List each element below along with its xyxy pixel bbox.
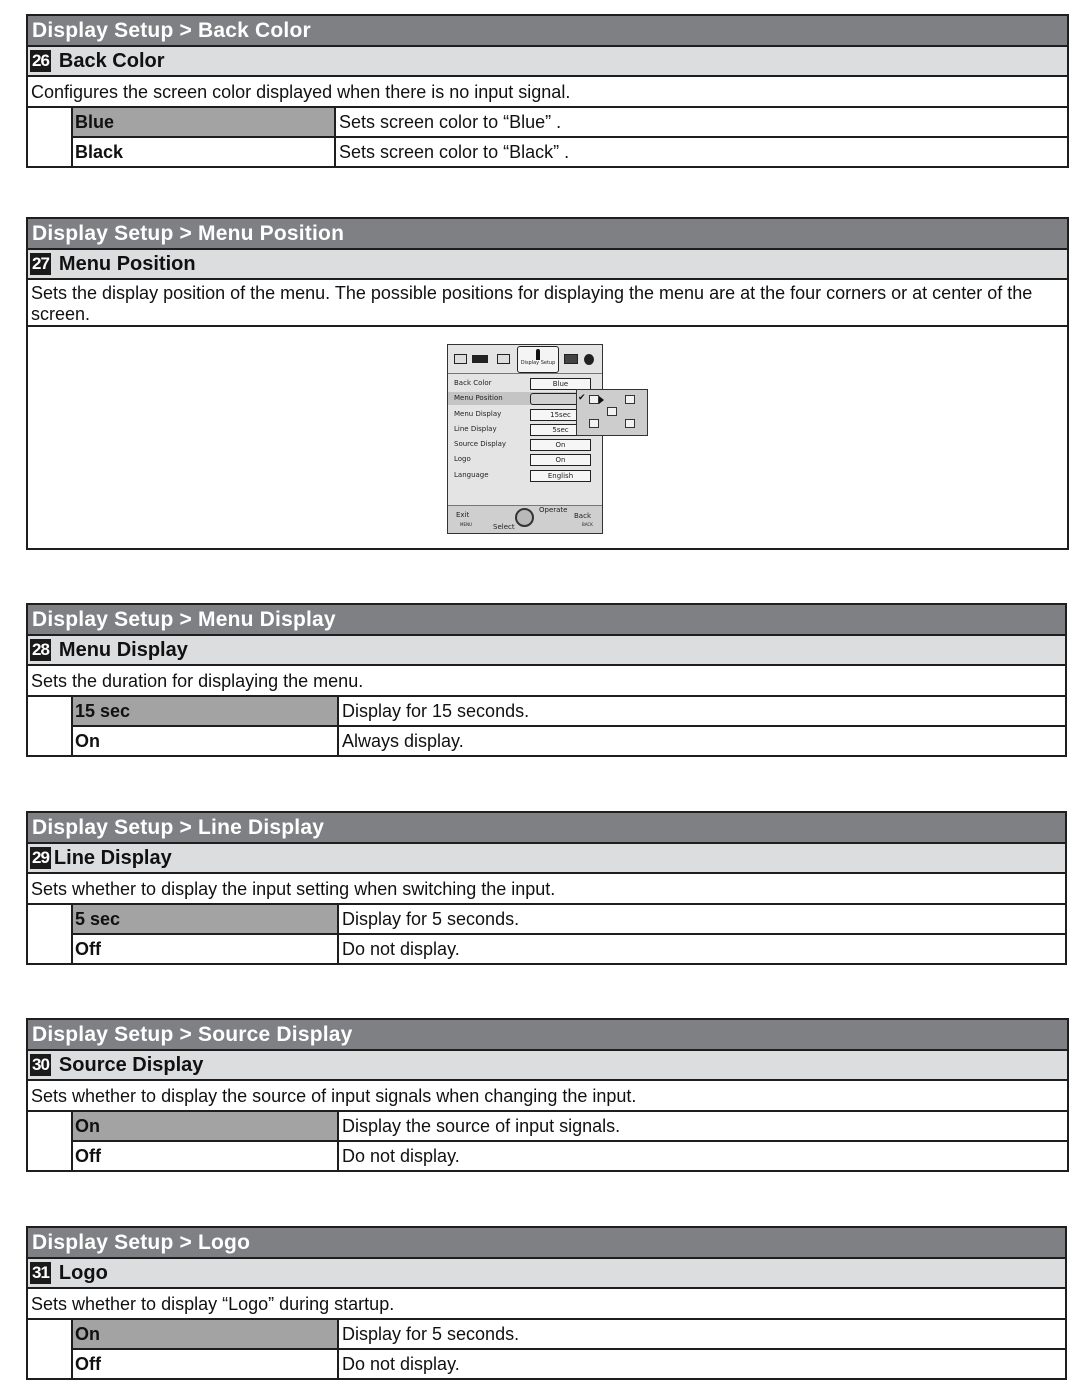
option-row [73,905,1065,933]
osd-tab-bar [448,345,602,374]
position-center-icon[interactable] [607,407,617,416]
option-label: Off [73,1350,339,1378]
osd-back-label: Back [574,512,591,520]
check-icon: ✔ [578,393,586,403]
setting-heading [28,47,1067,77]
osd-row-language: Language English [448,469,602,482]
option-label: Blue [73,108,336,136]
setting-heading [28,1259,1065,1289]
option-description: Display for 5 seconds. [342,1324,520,1344]
osd-footer [448,505,602,533]
option-row [73,697,1065,725]
option-description: Display for 5 seconds. [342,909,520,929]
setting-number: 31 [32,1263,49,1282]
breadcrumb: Display Setup > Menu Position [28,219,1067,250]
display-setup-icon [517,346,559,373]
section-logo [26,1226,1067,1380]
osd-back-key: BACK [582,522,593,527]
options-table [28,1320,1065,1378]
options-table [28,1112,1067,1170]
option-description: Display for 15 seconds. [342,701,530,721]
setting-number: 27 [32,254,49,273]
option-description: Sets screen color to “Black” . [339,142,570,162]
setting-description: Sets the duration for displaying the menu. [28,666,1065,697]
option-label: On [73,727,339,755]
osd-menu-screenshot [447,344,603,534]
screen-icon [497,354,510,364]
setting-description: Sets whether to display “Logo” during startup. [28,1289,1065,1320]
option-row [73,1320,1065,1348]
osd-row-source-display: Source Display On [448,438,602,451]
setting-number: 28 [32,640,49,659]
position-bottom-left-icon[interactable] [589,419,599,428]
option-row [73,1140,1067,1170]
option-description: Display the source of input signals. [342,1116,621,1136]
setting-name: Line Display [53,847,172,869]
setting-description: Configures the screen color displayed when there is no input signal. [28,77,1067,108]
setting-heading [28,636,1065,666]
breadcrumb: Display Setup > Menu Display [28,605,1065,636]
setting-description: Sets whether to display the source of input signals when changing the input. [28,1081,1067,1112]
setting-name: Menu Display [58,639,188,661]
option-row [73,1112,1067,1140]
option-row [73,1348,1065,1378]
breadcrumb: Display Setup > Line Display [28,813,1065,844]
position-top-left-icon[interactable] [589,395,599,404]
option-description: Always display. [342,731,464,751]
option-label: On [73,1320,339,1348]
pointer-arrow-icon [599,396,604,404]
section-line-display [26,811,1067,965]
menu-illustration-area [28,327,1067,548]
option-label: Off [73,1142,339,1170]
option-description: Do not display. [342,1146,460,1166]
osd-row-back-color: Back Color Blue [448,377,602,390]
breadcrumb: Display Setup > Source Display [28,1020,1067,1051]
options-table [28,108,1067,166]
option-row [73,108,1067,136]
adjust-icon [472,355,488,363]
menu-position-popup [576,389,648,436]
osd-exit-key: MENU [460,522,472,527]
section-back-color [26,14,1069,168]
option-row [73,933,1065,963]
setting-number: 30 [32,1055,49,1074]
setting-description: Sets the display position of the menu. The possible positions for displaying the menu are at the four corners or at center of the screen. [28,280,1067,327]
breadcrumb: Display Setup > Logo [28,1228,1065,1259]
option-row [73,725,1065,755]
osd-row-logo: Logo On [448,453,602,466]
setting-number: 29 [32,848,49,867]
setting-heading [28,250,1067,280]
breadcrumb: Display Setup > Back Color [28,16,1067,47]
option-label: On [73,1112,339,1140]
osd-exit-label: Exit [456,511,470,519]
osd-row-menu-position: Menu Position [448,392,602,405]
picture-icon [454,354,467,364]
position-top-right-icon[interactable] [625,395,635,404]
options-table [28,697,1065,755]
option-description: Sets screen color to “Blue” . [339,112,562,132]
setting-name: Logo [58,1262,108,1284]
section-menu-position [26,217,1069,550]
setting-name: Menu Position [58,253,196,275]
osd-operate-label: Operate [539,506,568,514]
option-label: Black [73,138,336,166]
osd-row-line-display: Line Display 5sec [448,423,602,436]
setting-number: 26 [32,51,49,70]
position-bottom-right-icon[interactable] [625,419,635,428]
option-label: 15 sec [73,697,339,725]
network-icon [564,354,578,364]
section-source-display [26,1018,1069,1172]
setting-description: Sets whether to display the input setting when switching the input. [28,874,1065,905]
setting-name: Back Color [58,50,165,72]
option-description: Do not display. [342,939,460,959]
setting-heading [28,1051,1067,1081]
option-label: 5 sec [73,905,339,933]
dial-icon [515,508,534,527]
section-menu-display [26,603,1067,757]
osd-select-label: Select [493,523,515,531]
option-label: Off [73,935,339,963]
info-icon [584,354,594,365]
option-row [73,136,1067,166]
options-table [28,905,1065,963]
osd-tab-label: Display Setup [520,360,556,366]
osd-row-menu-display: Menu Display 15sec [448,408,602,421]
setting-name: Source Display [58,1054,204,1076]
setting-heading [28,844,1065,874]
option-description: Do not display. [342,1354,460,1374]
